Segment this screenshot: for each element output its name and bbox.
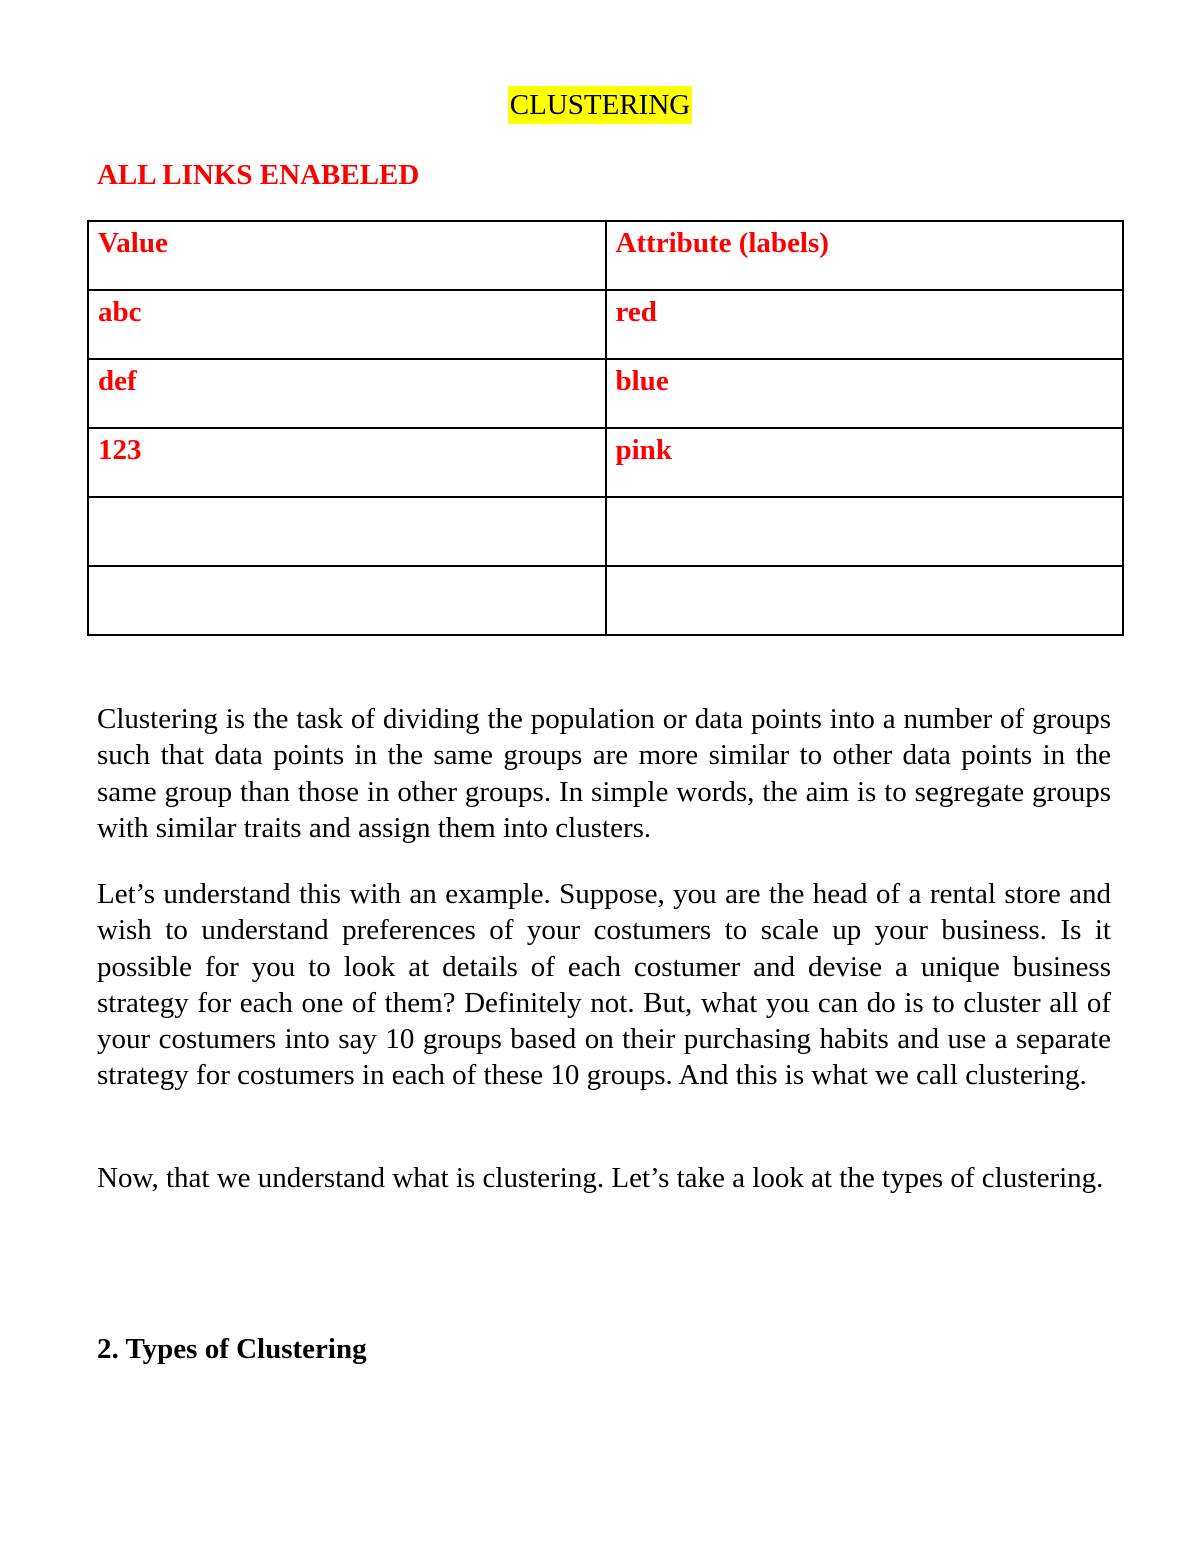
paragraph-transition: Now, that we understand what is clustering. Let’s take a look at the types of clustering.	[97, 1162, 1104, 1194]
table-row	[88, 428, 1123, 497]
header-cell-value: Value	[88, 221, 606, 290]
table-cell: 123	[88, 428, 606, 497]
header-cell-attribute: Attribute (labels)	[606, 221, 1124, 290]
paragraph-example: Let’s understand this with an example. Suppose, you are the head of a rental store and wish to understand preferences of your costumers to scale up your business. Is it possible for you to look at details of each costumer and devise a unique business strategy for each one of them? Definitely not. But, what you can do is to cluster all of your costumers into say 10 groups based on their purchasing habits and use a separate strategy for costumers in each of these 10 groups. And this is what we call clustering.	[97, 878, 1111, 1092]
table-cell: red	[606, 290, 1124, 359]
section-heading: 2. Types of Clustering	[97, 1333, 367, 1365]
paragraph-definition: Clustering is the task of dividing the population or data points into a number of groups such that data points in the same groups are more similar to other data points in the same group than those in other groups. In simple words, the aim is to segregate groups with similar traits and assign them into clusters.	[97, 703, 1111, 844]
table-row	[88, 290, 1123, 359]
table-cell	[88, 566, 606, 635]
title-wrap	[0, 86, 1200, 124]
table-cell: pink	[606, 428, 1124, 497]
table-header-row	[88, 221, 1123, 290]
table-row	[88, 566, 1123, 635]
value-attribute-table	[87, 220, 1124, 636]
table-cell: blue	[606, 359, 1124, 428]
table-cell	[606, 566, 1124, 635]
table-cell: def	[88, 359, 606, 428]
table-row	[88, 497, 1123, 566]
document-title: CLUSTERING	[508, 86, 692, 124]
table-row	[88, 359, 1123, 428]
table-cell	[606, 497, 1124, 566]
document-subtitle: ALL LINKS ENABELED	[97, 159, 420, 191]
table-cell: abc	[88, 290, 606, 359]
table-cell	[88, 497, 606, 566]
